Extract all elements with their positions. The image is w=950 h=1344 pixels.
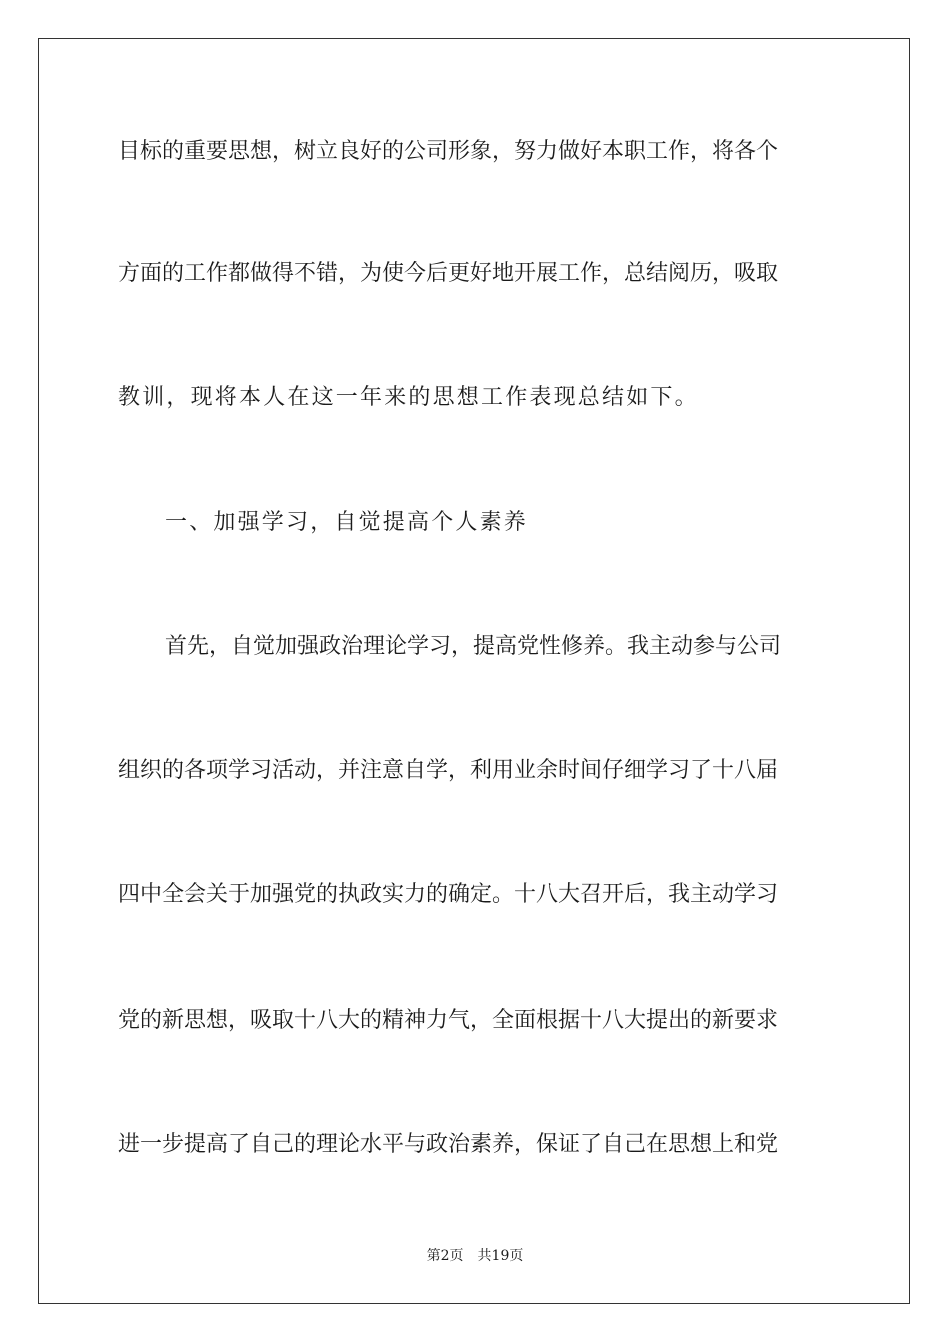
page-footer	[0, 1246, 950, 1266]
body-text-line: 方面的工作都做得不错，为使今后更好地开展工作，总结阅历，吸取	[118, 261, 779, 286]
body-text-line: 进一步提高了自己的理论水平与政治素养，保证了自己在思想上和党	[118, 1132, 779, 1157]
page-total: 共19页	[477, 1248, 524, 1264]
body-text-line: 首先，自觉加强政治理论学习，提高党性修养。我主动参与公司	[165, 634, 782, 659]
body-text-line: 教训，现将本人在这一年来的思想工作表现总结如下。	[118, 385, 699, 410]
body-text-line: 目标的重要思想，树立良好的公司形象，努力做好本职工作，将各个	[118, 139, 779, 164]
page-border	[38, 38, 910, 1304]
body-text-line: 四中全会关于加强党的执政实力的确定。十八大召开后，我主动学习	[118, 882, 779, 907]
body-text-line: 党的新思想，吸取十八大的精神力气，全面根据十八大提出的新要求	[118, 1008, 779, 1033]
body-text-line: 组织的各项学习活动，并注意自学，利用业余时间仔细学习了十八届	[118, 758, 779, 783]
page-number: 第2页	[426, 1248, 464, 1264]
section-heading: 一、加强学习，自觉提高个人素养	[165, 510, 529, 535]
